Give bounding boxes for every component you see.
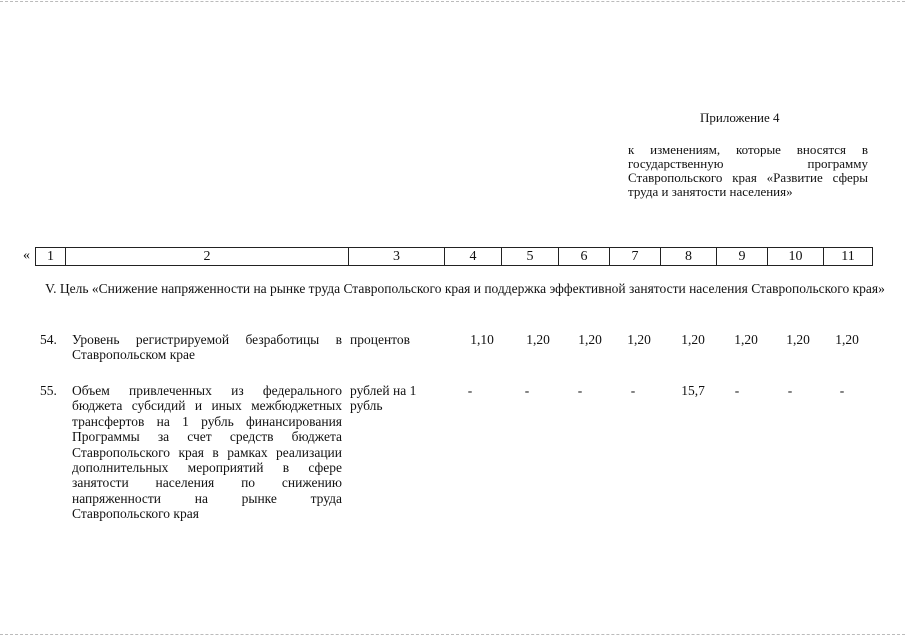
row-value: 1,20 (734, 332, 758, 347)
appendix-note: к изменениям, которые вносятся в государственную программу Ставропольского края «Развитие сферы труда и занятости населения» (628, 142, 868, 199)
row-value: 1,20 (578, 332, 602, 347)
row-value: 1,20 (526, 332, 550, 347)
row-value: - (630, 383, 636, 398)
column-number: 11 (824, 248, 873, 266)
column-number: 2 (66, 248, 349, 266)
row-number: 55. (40, 383, 57, 398)
column-number-header (35, 247, 873, 266)
open-quote-mark: « (23, 248, 30, 263)
row-value: 1,20 (786, 332, 810, 347)
column-number: 9 (717, 248, 768, 266)
row-value: - (467, 383, 473, 398)
row-number: 54. (40, 332, 57, 347)
column-number: 1 (36, 248, 66, 266)
column-number: 10 (768, 248, 824, 266)
row-unit: рублей на 1 рубль (350, 383, 417, 414)
scan-edge-bottom (0, 634, 905, 635)
column-number: 5 (502, 248, 559, 266)
appendix-title: Приложение 4 (700, 110, 780, 125)
column-number: 4 (445, 248, 502, 266)
column-number: 6 (559, 248, 610, 266)
row-value: 1,20 (681, 332, 705, 347)
section-heading: V. Цель «Снижение напряженности на рынке труда Ставропольского края и поддержка эффективной занятости населения Ставропольского края» (45, 281, 885, 296)
row-value: 15,7 (681, 383, 705, 398)
row-indicator-name: Объем привлеченных из федерального бюджета субсидий и иных межбюджетных трансфертов на 1 рубль финансирования Программы за счет средств бюджета Ставропольского края в рамках реализации дополнительных мероприятий в сфере занятости населения по снижению напряженности на рынке труда Ставропольского края (72, 383, 342, 522)
scan-edge-top (0, 1, 905, 2)
row-value: 1,10 (470, 332, 494, 347)
row-value: 1,20 (835, 332, 859, 347)
row-value: - (524, 383, 530, 398)
column-number: 8 (661, 248, 717, 266)
row-value: - (787, 383, 793, 398)
column-number: 3 (349, 248, 445, 266)
row-value: - (839, 383, 845, 398)
row-value: - (577, 383, 583, 398)
row-value: 1,20 (627, 332, 651, 347)
column-number: 7 (610, 248, 661, 266)
row-value: - (734, 383, 740, 398)
row-unit: процентов (350, 332, 411, 347)
row-indicator-name: Уровень регистрируемой безработицы в Ставропольском крае (72, 332, 342, 363)
